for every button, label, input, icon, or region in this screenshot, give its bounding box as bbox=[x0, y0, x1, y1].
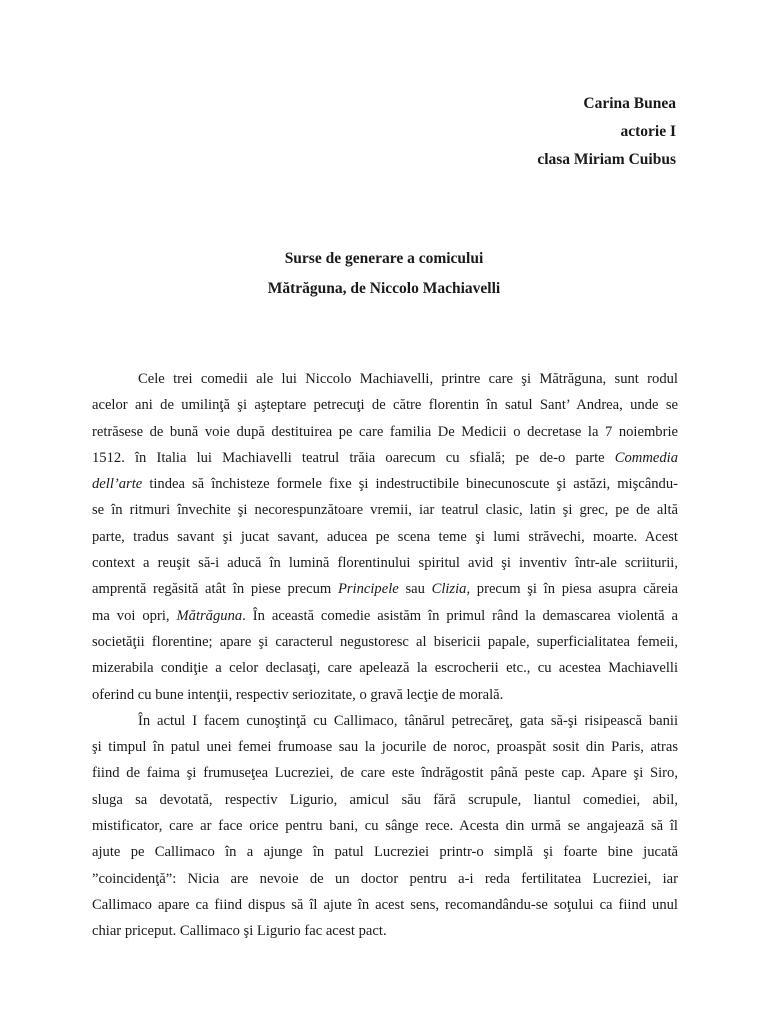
text-line: sluga sa devotată, respectiv Ligurio, amicul său fără scrupule, liantul comediei, abil, bbox=[92, 791, 678, 808]
text-line: ajute pe Callimaco în a ajunge în patul Lucreziei printr-o simplă şi foarte bine jucată bbox=[92, 844, 678, 861]
text-line: fiind de faima şi frumuseţea Lucreziei, de care este îndrăgostit până peste cap. Apare şi Siro, bbox=[92, 765, 678, 782]
text-line: chiar priceput. Callimaco şi Ligurio fac acest pact. bbox=[92, 923, 387, 940]
text-line: amprentă regăsită atât în piese precum Principele sau Clizia, precum şi în piesa asupra căreia bbox=[92, 581, 678, 598]
text-line: parte, tradus savant şi jucat savant, aducea pe scena teme şi lumi străvechi, moarte. Acest bbox=[92, 528, 678, 545]
author-block bbox=[537, 90, 676, 174]
text-line: retrăsese de bună voie după destituirea pe care familia De Medicii o decretase la 7 noiembrie bbox=[92, 423, 678, 440]
text-line: mizerabila condiţie a celor declasaţi, care apelează la escrocherii etc., cu acestea Machiavelli bbox=[92, 660, 678, 677]
text-line: se în ritmuri învechite şi necorespunzătoare vremii, iar teatrul clasic, latin şi grec, pe de altă bbox=[92, 502, 678, 519]
text-line: context a reuşit să-i aducă în lumină florentinului spiritul avid şi inventiv într-ale scriiturii, bbox=[92, 555, 678, 572]
text-line: ”coincidenţă”: Nicia are nevoie de un doctor pentru a-i reda fertilitatea Lucreziei, iar bbox=[92, 870, 678, 887]
paragraph-2 bbox=[92, 708, 678, 945]
paragraph-1 bbox=[92, 366, 678, 708]
italic-title: dell’arte bbox=[92, 476, 143, 493]
text-line: Cele trei comedii ale lui Niccolo Machiavelli, printre care şi Mătrăguna, sunt rodul bbox=[138, 371, 678, 387]
text-line: şi timpul în patul unei femei frumoase sau la jocurile de noroc, proaspăt sosit din Paris, atras bbox=[92, 739, 678, 756]
text-line: societăţii florentine; apare şi caracterul negustoresc al bisericii papale, superficialitatea femeii, bbox=[92, 633, 678, 650]
title-line-2: Mătrăguna, de Niccolo Machiavelli bbox=[267, 280, 501, 297]
text-line: mistificator, care ar face orice pentru bani, cu sânge rece. Acesta din urmă se angajează să îl bbox=[92, 818, 678, 835]
text-line: acelor ani de umilinţă şi aşteptare petrecuţi de către florentin în satul Sant’ Andrea, unde se bbox=[92, 397, 678, 414]
text-line: oferind cu bune intenţii, respectiv seriozitate, o gravă lecţie de morală. bbox=[92, 686, 504, 703]
text-line: ma voi opri, Mătrăguna. În această comedie asistăm în primul rând la demascarea violentă a bbox=[92, 607, 678, 624]
document-title bbox=[0, 244, 768, 304]
italic-title: Principele bbox=[337, 581, 399, 598]
author-class: clasa Miriam Cuibus bbox=[537, 151, 676, 168]
italic-title: Commedia bbox=[614, 449, 678, 466]
italic-title: Clizia bbox=[431, 581, 467, 598]
text-line: 1512. în Italia lui Machiavelli teatrul trăia oarecum cu sfială; pe de-o parte Commedia bbox=[92, 449, 678, 466]
body-text bbox=[92, 366, 678, 945]
italic-title: Mătrăguna bbox=[176, 607, 243, 624]
text-line: În actul I facem cunoştinţă cu Callimaco, tânărul petrecăreţ, gata să-şi risipească banii bbox=[138, 712, 678, 729]
text-line: dell’arte tindea să închisteze formele fixe şi indestructibile binecunoscute şi astăzi, mişcându- bbox=[92, 476, 678, 493]
title-line-1: Surse de generare a comicului bbox=[284, 250, 484, 267]
text-line: Callimaco apare ca fiind dispus să îl ajute în acest sens, recomandându-se soţului ca fiind unul bbox=[92, 896, 678, 913]
author-name: Carina Bunea bbox=[583, 95, 676, 112]
author-role: actorie I bbox=[620, 123, 676, 140]
